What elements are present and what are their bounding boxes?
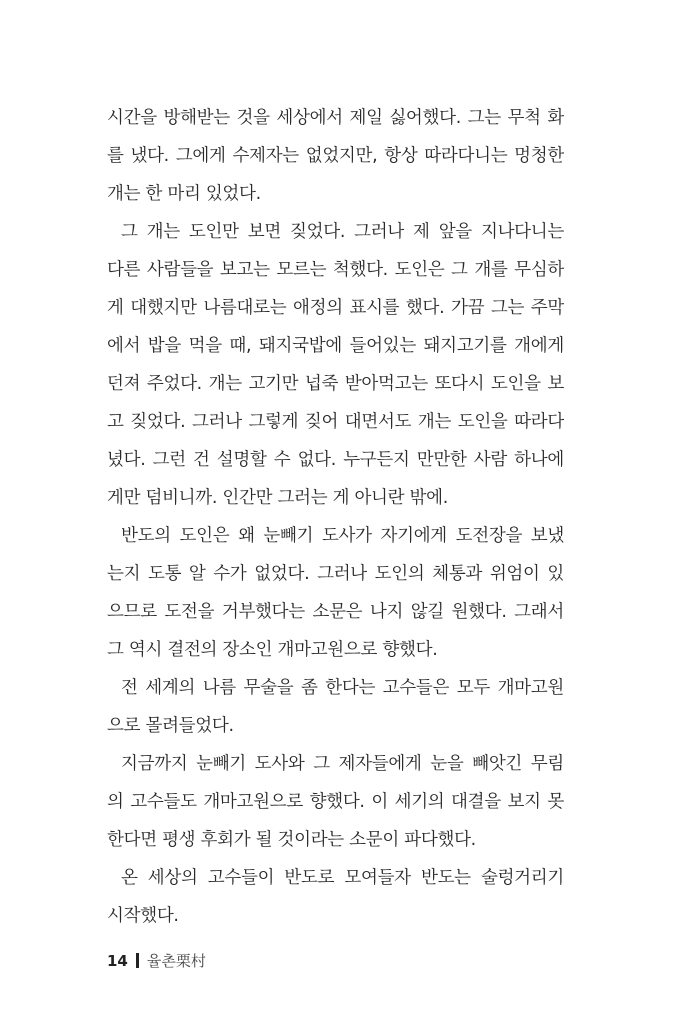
text-line: 다른 사람들을 보고는 모르는 척했다. 도인은 그 개를 무심하 <box>107 260 564 280</box>
text-line: 으므로 도전을 거부했다는 소문은 나지 않길 원했다. 그래서 <box>107 602 564 622</box>
text-line: 의 고수들도 개마고원으로 향했다. 이 세기의 대결을 보지 못 <box>107 792 564 812</box>
body-text <box>107 99 564 935</box>
text-line: 개는 한 마리 있었다. <box>107 184 261 204</box>
text-line: 를 냈다. 그에게 수제자는 없었지만, 항상 따라다니는 멍청한 <box>107 146 564 166</box>
text-line: 한다면 평생 후회가 될 것이라는 소문이 파다했다. <box>107 830 476 850</box>
text-line: 게만 덤비니까. 인간만 그러는 게 아니란 밖에. <box>107 488 448 508</box>
text-line: 는지 도통 알 수가 없었다. 그러나 도인의 체통과 위엄이 있 <box>107 564 564 584</box>
text-line: 반도의 도인은 왜 눈빼기 도사가 자기에게 도전장을 보냈 <box>121 526 564 546</box>
text-line: 시간을 방해받는 것을 세상에서 제일 싫어했다. 그는 무척 화 <box>107 108 564 128</box>
text-line: 그 개는 도인만 보면 짖었다. 그러나 제 앞을 지나다니는 <box>121 222 564 242</box>
text-line: 지금까지 눈빼기 도사와 그 제자들에게 눈을 빼앗긴 무림 <box>121 754 564 774</box>
text-line: 고 짖었다. 그러나 그렇게 짖어 대면서도 개는 도인을 따라다 <box>107 412 564 432</box>
book-title: 율촌栗村 <box>146 952 206 970</box>
text-line: 으로 몰려들었다. <box>107 716 234 736</box>
text-line: 시작했다. <box>107 906 179 926</box>
page-footer <box>107 950 206 971</box>
text-line: 녔다. 그런 건 설명할 수 없다. 누구든지 만만한 사람 하나에 <box>107 450 564 470</box>
text-line: 그 역시 결전의 장소인 개마고원으로 향했다. <box>107 640 438 660</box>
text-line: 전 세계의 나름 무술을 좀 한다는 고수들은 모두 개마고원 <box>121 678 564 698</box>
text-line: 온 세상의 고수들이 반도로 모여들자 반도는 술렁거리기 <box>121 868 564 888</box>
footer-divider <box>136 953 139 968</box>
page-number: 14 <box>107 951 128 970</box>
text-line: 던져 주었다. 개는 고기만 넙죽 받아먹고는 또다시 도인을 보 <box>107 374 564 394</box>
text-line: 게 대했지만 나름대로는 애정의 표시를 했다. 가끔 그는 주막 <box>107 298 564 318</box>
text-line: 에서 밥을 먹을 때, 돼지국밥에 들어있는 돼지고기를 개에게 <box>107 336 564 356</box>
